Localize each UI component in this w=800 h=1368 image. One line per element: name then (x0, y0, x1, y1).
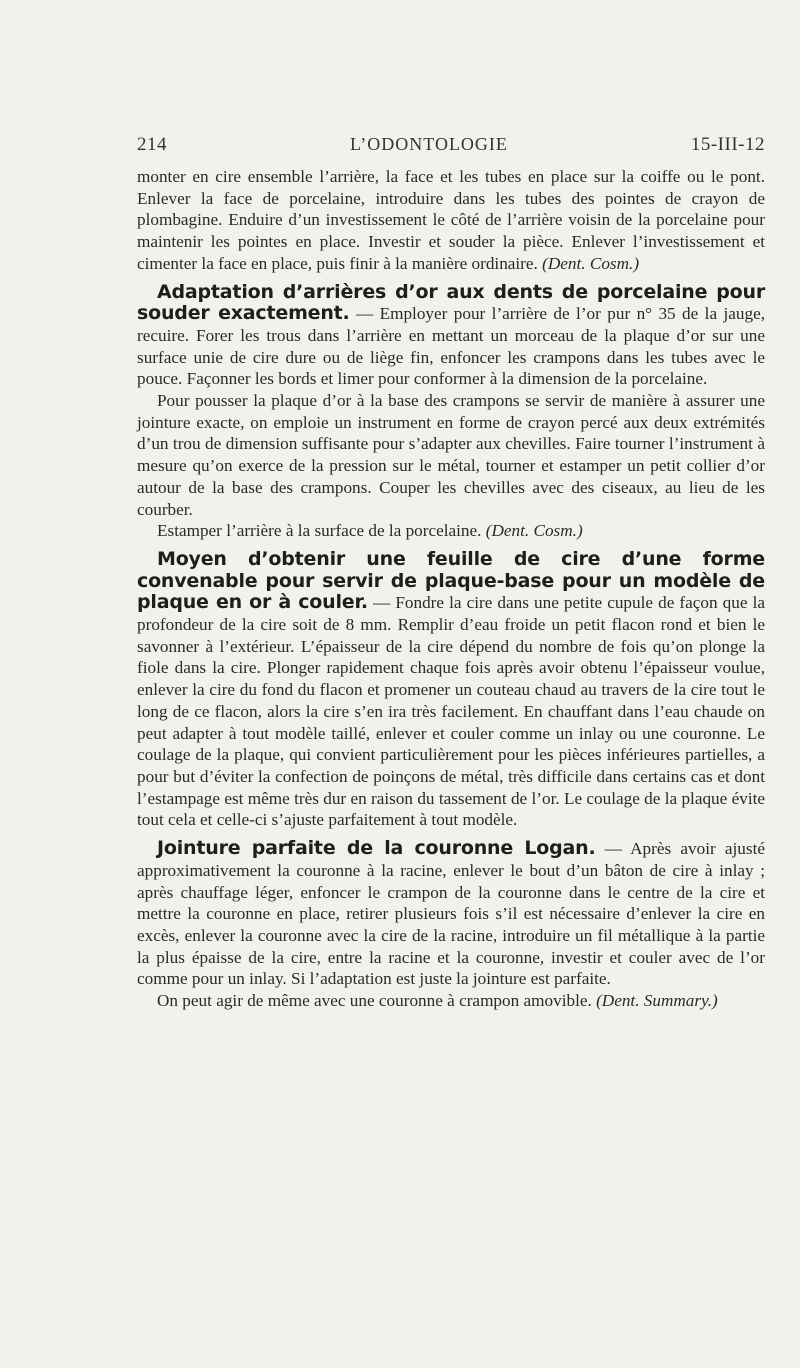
section-text: — Employer pour l’arrière de l’or pur n° 35 de la jauge, recuire. Forer les trous dans l’arrière en mettant un morceau de la plaque d’or sur une surface unie de cire dure ou de liège fin, enfoncer les crampons dans les tubes avec le pouce. Façonner les bords et limer pour conformer à la dimension de la porcelaine. (137, 304, 765, 389)
section-paragraph (137, 520, 765, 542)
issue-date: 15-III-12 (690, 134, 765, 155)
section-jointure-logan (137, 838, 765, 1012)
section-text: — Fondre la cire dans une petite cupule de façon que la profondeur de la cire soit de 8 mm. Remplir d’eau froide un petit flacon rond et bien le savonner à l’extérieur. L’épaisseur de la cire dépend du nombre de fois qu’on plonge la fiole dans la cire. Plonger rapidement chaque fois après avoir obtenu l’épaisseur voulue, enlever la cire du fond du flacon et promener un couteau chaud au travers de la cire tout le long de ce flacon, alors la cire s’en ira très facilement. En chauffant dans l’eau chaude on peut adapter à tout modèle taillé, enlever et couler comme un inlay ou une couronne. Le coulage de la plaque, qui convient particulièrement pour les pièces inférieures partielles, a pour but d’éviter la confection de poinçons de métal, très difficile dans certains cas et dont l’estampage est même très dur en raison du tassement de l’or. Le coulage de la plaque évite tout cela et celle-ci s’ajuste parfaitement à tout modèle. (137, 593, 765, 830)
article-body (137, 166, 765, 1012)
page-number: 214 (137, 134, 167, 155)
section-adaptation (137, 282, 765, 542)
intro-paragraph (137, 166, 765, 275)
section-text: — Après avoir ajusté approximativement la couronne à la racine, enlever le bout d’un bâton de cire à inlay ; après chauffage léger, enfoncer le crampon de la couronne dans le centre de la cire et mettre la couronne en place, retirer plusieurs fois s’il est nécessaire d’enlever la cire en excès, enlever la couronne avec la cire de la racine, introduire un fil métallique à la partie la plus épaisse de la cire, entre la racine et la couronne, investir et couler avec de l’or comme pour un inlay. Si l’adaptation est juste la jointure est parfaite. (137, 839, 765, 989)
section-source: (Dent. Summary.) (596, 991, 718, 1011)
section-paragraph: Pour pousser la plaque d’or à la base des crampons se servir de manière à assurer une jointure exacte, on emploie un instrument en forme de crayon percé aux deux extrémités d’un trou de dimension suffisante pour s’adapter aux chevilles. Faire tourner l’instrument à mesure qu’on exerce de la pression sur le métal, tourner et estamper un petit collier d’or autour de la base des crampons. Couper les chevilles avec des ciseaux, au lieu de les courber. (137, 391, 765, 519)
section-paragraph (137, 990, 765, 1012)
page (137, 134, 765, 1012)
section-first-paragraph (137, 838, 765, 990)
running-head (137, 134, 765, 156)
section-moyen-feuille-cire (137, 549, 765, 831)
section-first-paragraph (137, 282, 765, 391)
section-heading: Moyen d’obtenir une feuille de cire d’une forme convenable pour servir de plaque-base pour un modèle de plaque en or à couler. (137, 547, 765, 614)
section-paragraph-text: On peut agir de même avec une couronne à crampon amovible. (157, 991, 592, 1011)
section-paragraph-text: Estamper l’arrière à la surface de la porcelaine. (157, 521, 482, 541)
section-first-paragraph (137, 549, 765, 831)
section-heading: Adaptation d’arrières d’or aux dents de porcelaine pour souder exactement. (137, 280, 765, 325)
section-source: (Dent. Cosm.) (485, 521, 583, 541)
journal-title: L’ODONTOLOGIE (349, 134, 508, 154)
section-heading: Jointure parfaite de la couronne Logan. (157, 837, 596, 860)
intro-text: monter en cire ensemble l’arrière, la face et les tubes en place sur la coiffe ou le pont. Enlever la face de porcelaine, introduire dans les tubes des pointes de crayon de plombagine. Enduire d’un investissement le côté de l’arrière voisin de la porcelaine pour maintenir les pointes en place. Investir et souder la pièce. Enlever l’investissement et cimenter la face en place, puis finir à la manière ordinaire. (137, 167, 765, 273)
intro-source: (Dent. Cosm.) (542, 253, 640, 273)
